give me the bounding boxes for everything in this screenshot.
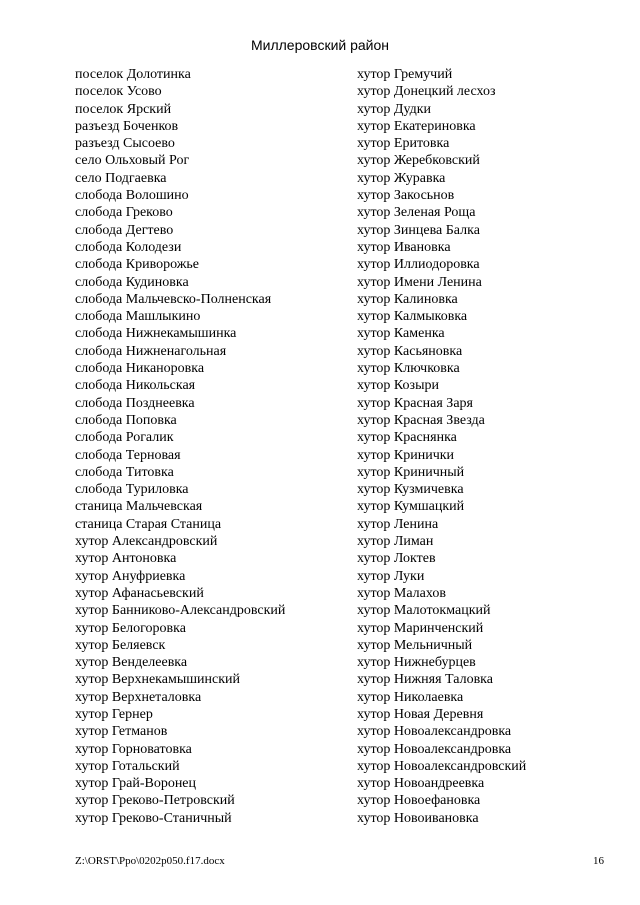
footer-file-path: Z:\ORST\Ppo\0202p050.f17.docx (75, 855, 225, 867)
list-item: хутор Кузмичевка (357, 482, 464, 498)
list-item: хутор Верхнекамышинский (75, 672, 240, 688)
list-item: разъезд Сысоево (75, 136, 175, 152)
list-item: станица Мальчевская (75, 499, 203, 515)
list-item: хутор Александровский (75, 534, 218, 550)
list-item: хутор Венделеевка (75, 655, 188, 671)
list-item: село Ольховый Рог (75, 153, 190, 169)
list-item: хутор Малотокмацкий (357, 603, 491, 619)
list-item: хутор Нижнебурцев (357, 655, 476, 671)
list-item: хутор Ленина (357, 516, 439, 532)
list-item: село Подгаевка (75, 170, 167, 186)
list-item: слобода Греково (75, 205, 173, 221)
list-item: хутор Локтев (357, 551, 436, 567)
list-item: хутор Криничный (357, 464, 465, 480)
list-item: хутор Беляевск (75, 637, 166, 653)
list-item: слобода Мальчевско-Полненская (75, 291, 272, 307)
list-item: хутор Антоновка (75, 551, 177, 567)
list-item: слобода Никаноровка (75, 361, 205, 377)
list-item: хутор Козыри (357, 378, 439, 394)
right-column-list (357, 66, 526, 827)
list-item: хутор Журавка (357, 170, 446, 186)
list-item: слобода Криворожье (75, 257, 200, 273)
list-item: слобода Колодези (75, 239, 182, 255)
list-item: слобода Поповка (75, 412, 177, 428)
list-item: хутор Новоалександровка (357, 724, 512, 740)
list-item: хутор Еритовка (357, 136, 450, 152)
list-item: хутор Кринички (357, 447, 455, 463)
list-item: поселок Ярский (75, 101, 172, 117)
list-item: хутор Маринченский (357, 620, 484, 636)
list-item: слобода Кудиновка (75, 274, 189, 290)
list-item: станица Старая Станица (75, 516, 222, 532)
list-item: слобода Нижнекамышинка (75, 326, 237, 342)
list-item: хутор Мельничный (357, 637, 473, 653)
list-item: хутор Верхнеталовка (75, 689, 202, 705)
list-item: хутор Новоандреевка (357, 776, 485, 792)
list-item: слобода Дегтево (75, 222, 174, 238)
list-item: хутор Ключковка (357, 361, 460, 377)
list-item: поселок Усово (75, 84, 162, 100)
list-item: слобода Позднеевка (75, 395, 195, 411)
list-item: хутор Ивановка (357, 239, 451, 255)
list-item: слобода Рогалик (75, 430, 174, 446)
list-item: хутор Касьяновка (357, 343, 463, 359)
list-item: хутор Новоалександровка (357, 741, 512, 757)
list-item: хутор Красная Заря (357, 395, 473, 411)
list-item: слобода Никольская (75, 378, 196, 394)
list-item: хутор Гремучий (357, 67, 453, 82)
list-item: хутор Екатериновка (357, 118, 476, 134)
list-item: поселок Долотинка (75, 67, 191, 82)
list-item: хутор Новоефановка (357, 793, 481, 809)
footer-page-number: 16 (593, 855, 604, 867)
list-item: хутор Луки (357, 568, 425, 584)
list-item: хутор Нижняя Таловка (357, 672, 493, 688)
list-item: хутор Грай-Воронец (75, 776, 197, 792)
list-item: разъезд Боченков (75, 118, 179, 134)
list-item: хутор Кумшацкий (357, 499, 465, 515)
list-item: хутор Иллиодоровка (357, 257, 480, 273)
list-item: хутор Новая Деревня (357, 706, 484, 722)
list-item: слобода Волошино (75, 188, 189, 204)
list-item: хутор Николаевка (357, 689, 464, 705)
list-item: хутор Каменка (357, 326, 445, 342)
list-item: хутор Лиман (357, 534, 434, 550)
list-item: слобода Титовка (75, 464, 174, 480)
list-item: хутор Малахов (357, 585, 446, 601)
list-item: хутор Афанасьевский (75, 585, 204, 601)
list-item: хутор Дудки (357, 101, 431, 117)
list-item: хутор Калиновка (357, 291, 458, 307)
left-column-list (75, 66, 285, 827)
list-item: хутор Красная Звезда (357, 412, 485, 428)
list-item: хутор Новоалександровский (357, 758, 527, 774)
list-item: слобода Машлыкино (75, 309, 201, 325)
list-item: хутор Белогоровка (75, 620, 186, 636)
list-item: слобода Туриловка (75, 482, 189, 498)
list-item: хутор Краснянка (357, 430, 457, 446)
list-item: хутор Закосьнов (357, 188, 455, 204)
list-item: хутор Гетманов (75, 724, 168, 740)
list-item: хутор Готальский (75, 758, 180, 774)
list-item: хутор Горноватовка (75, 741, 192, 757)
list-item: хутор Зинцева Балка (357, 222, 480, 238)
list-item: слобода Терновая (75, 447, 181, 463)
page-title: Миллеровский район (250, 37, 390, 53)
list-item: хутор Гернер (75, 706, 153, 722)
list-item: хутор Греково-Петровский (75, 793, 235, 809)
list-item: хутор Греково-Станичный (75, 810, 232, 826)
list-item: хутор Имени Ленина (357, 274, 482, 290)
list-item: хутор Зеленая Роща (357, 205, 476, 221)
list-item: хутор Ануфриевка (75, 568, 186, 584)
list-item: хутор Донецкий лесхоз (357, 84, 496, 100)
list-item: хутор Жеребковский (357, 153, 480, 169)
list-item: слобода Нижненагольная (75, 343, 227, 359)
list-item: хутор Банниково-Александровский (75, 603, 286, 619)
list-item: хутор Калмыковка (357, 309, 468, 325)
list-item: хутор Новоивановка (357, 810, 479, 826)
